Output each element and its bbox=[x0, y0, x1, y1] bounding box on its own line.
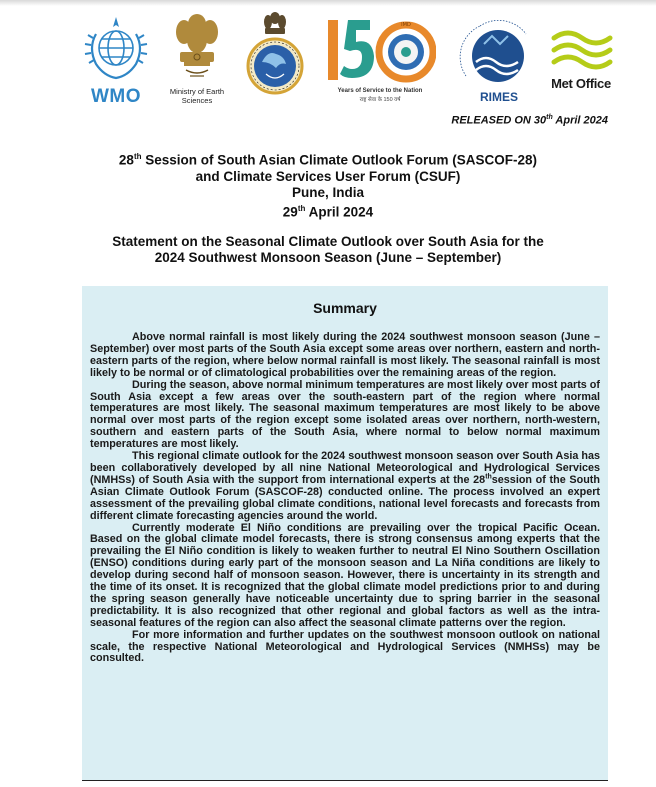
wmo-logo bbox=[82, 14, 150, 108]
anniversary-caption: Years of Service to the Nation bbox=[337, 88, 423, 94]
session-number-sup: th bbox=[133, 152, 142, 161]
release-sup: th bbox=[546, 114, 553, 121]
statement-line-1: Statement on the Seasonal Climate Outlook over South Asia for the bbox=[112, 234, 544, 249]
process-text-sup: th bbox=[485, 473, 492, 481]
session-line-1 bbox=[40, 149, 616, 169]
wmo-emblem-icon bbox=[82, 14, 150, 84]
summary-title: Summary bbox=[313, 300, 377, 316]
statement-line-2: 2024 Southwest Monsoon Season (June – September) bbox=[154, 250, 502, 265]
session-day-sup: th bbox=[297, 203, 306, 213]
summary-paragraph-temperature: During the season, above normal minimum temperatures are most likely over most parts of South Asia except a few areas over the south-eastern part of the region where normal temperatures are most likely. The seasonal maximum temperatures are most likely to be above normal over most parts of the region except some isolated areas over northern, north-western, southern and eastern parts of the South Asia, where normal to below normal maximum temperatures are most likely. bbox=[90, 378, 600, 451]
session-date bbox=[40, 201, 616, 221]
anniversary-hindi-caption: राष्ट्र सेवा के 150 वर्ष bbox=[359, 97, 401, 103]
rimes-caption: RIMES bbox=[479, 90, 518, 104]
release-prefix: RELEASED ON 30 bbox=[451, 114, 547, 127]
session-title: Session of South Asian Climate Outlook Forum (SASCOF-28) bbox=[141, 152, 538, 168]
summary-paragraph-process bbox=[90, 451, 600, 522]
wmo-caption: WMO bbox=[90, 86, 142, 107]
rimes-logo-icon bbox=[454, 18, 530, 90]
session-number: 28 bbox=[118, 152, 134, 168]
summary-body bbox=[90, 332, 600, 665]
session-month-year: April 2024 bbox=[305, 204, 374, 219]
statement-title bbox=[40, 234, 616, 266]
rimes-logo bbox=[454, 18, 530, 106]
moes-logo bbox=[166, 10, 228, 110]
session-header bbox=[40, 149, 616, 220]
session-location: Pune, India bbox=[291, 184, 364, 200]
met-office-logo bbox=[544, 28, 618, 98]
summary-paragraph-enso: Currently moderate El Niño conditions are prevailing over the tropical Pacific Ocean. Based on the global climate model forecasts, there is strong consensus among experts that the prevailing the El Niño condition is likely to weaken further to neutral El Nino Southern Oscillation (ENSO) conditions during early part of the monsoon season and La Niña conditions are likely to develop during second half of monsoon season. However, there is uncertainty in its strength and the time of its onset. It is recognized that the global climate model predictions prior to and during the spring season generally have noticeable uncertainty due to spring barrier in the seasonal predictability. It is also recognized that other regional and global factors as well as the intra-seasonal features of the region can also affect the seasonal climate patterns over the region. bbox=[90, 521, 600, 629]
anniversary-150-logo bbox=[324, 16, 436, 104]
logo-strip bbox=[78, 10, 618, 110]
imd-logo bbox=[246, 10, 304, 106]
summary-box bbox=[82, 286, 608, 781]
process-text-a: This regional climate outlook for the 2024 southwest monsoon season over South Asia has been collaboratively developed by all nine National Meteorological and Hydrological Services (NMHSs) of South Asia with the support from international experts at the 28 bbox=[90, 450, 600, 486]
summary-paragraph-rainfall: Above normal rainfall is most likely during the 2024 southwest monsoon season (June – September) over most parts of the South Asia except some areas over northern, eastern and north-eastern parts of the region, where below normal rainfall is most likely. The seasonal rainfall is most likely to be normal or of climatological probabilities over the remaining areas of the region. bbox=[90, 331, 600, 379]
release-suffix: April 2024 bbox=[552, 114, 608, 127]
imd-seal-icon bbox=[246, 10, 304, 106]
summary-paragraph-more-info: For more information and further updates on the southwest monsoon outlook on national scale, the respective National Meteorological and Hydrological Services (NMHSs) may be consulted. bbox=[90, 628, 600, 665]
met-office-logo-icon bbox=[544, 28, 618, 74]
anniversary-150-icon bbox=[324, 16, 436, 88]
top-edge-shade bbox=[0, 0, 656, 6]
svg-text:IMD: IMD bbox=[401, 22, 411, 28]
process-text-b: session of the South Asian Climate Outlook Forum (SASCOF-28) conducted online. The process involved an expert assessment of the prevailing global climate conditions, national level forecasts and forecasts from different climate forecasting agencies around the world. bbox=[90, 473, 600, 522]
moes-caption: Ministry of Earth Sciences bbox=[169, 87, 225, 105]
release-date bbox=[378, 114, 608, 127]
met-office-caption: Met Office bbox=[551, 76, 611, 91]
session-line-2: and Climate Services User Forum (CSUF) bbox=[195, 168, 461, 184]
ashoka-emblem-icon bbox=[166, 10, 228, 86]
session-day: 29 bbox=[282, 204, 298, 219]
